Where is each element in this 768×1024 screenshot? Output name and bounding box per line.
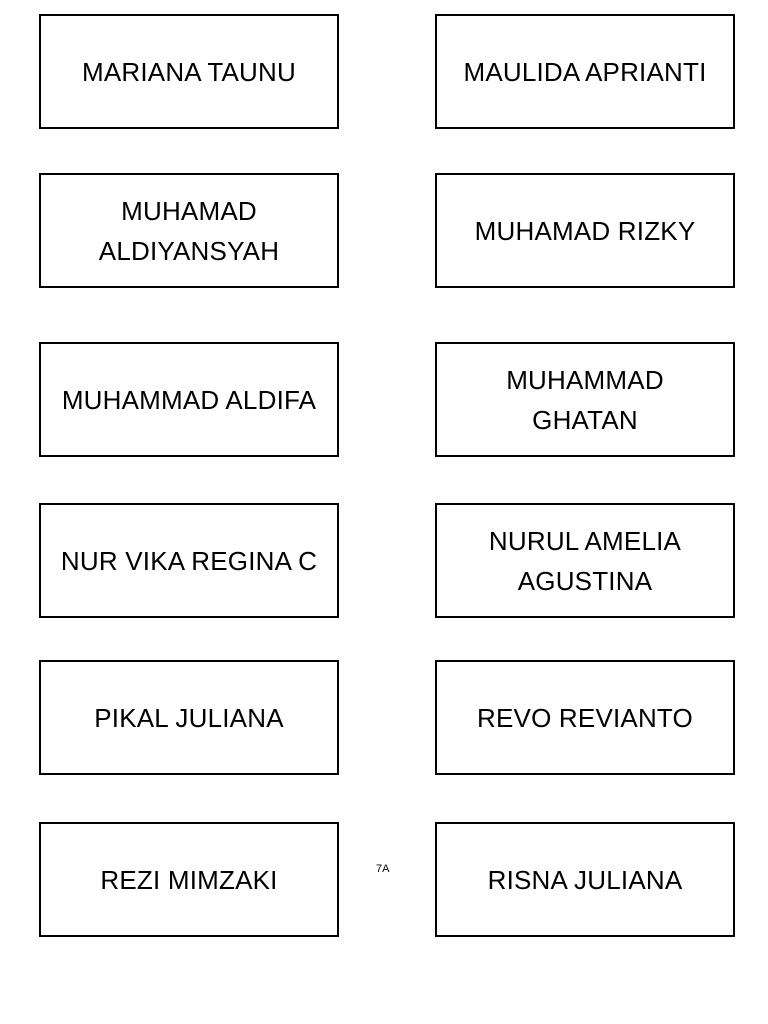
name-card-label: NURUL AMELIA AGUSTINA [488, 525, 682, 596]
name-card-label: REVO REVIANTO [477, 702, 693, 733]
name-card [39, 822, 339, 937]
name-card [39, 660, 339, 775]
name-card [435, 342, 735, 457]
name-card [435, 173, 735, 288]
name-card-label: RISNA JULIANA [487, 864, 683, 895]
name-card-label: MAULIDA APRIANTI [463, 56, 707, 87]
name-card-label: PIKAL JULIANA [94, 702, 284, 733]
name-card-label: REZI MIMZAKI [100, 864, 278, 895]
name-card-label: NUR VIKA REGINA C [60, 545, 318, 576]
name-card [435, 660, 735, 775]
name-card-label: MUHAMMAD ALDIFA [61, 384, 317, 415]
name-card [435, 503, 735, 618]
name-card [435, 822, 735, 937]
name-card [39, 503, 339, 618]
name-card-label: MARIANA TAUNU [81, 56, 296, 87]
name-card [39, 173, 339, 288]
name-card-label: MUHAMAD RIZKY [474, 215, 696, 246]
name-card [39, 342, 339, 457]
name-card [39, 14, 339, 129]
name-card-label: MUHAMAD ALDIYANSYAH [98, 195, 280, 266]
name-card [435, 14, 735, 129]
page-marker: 7A [376, 863, 390, 875]
name-card-label: MUHAMMAD GHATAN [506, 364, 664, 435]
